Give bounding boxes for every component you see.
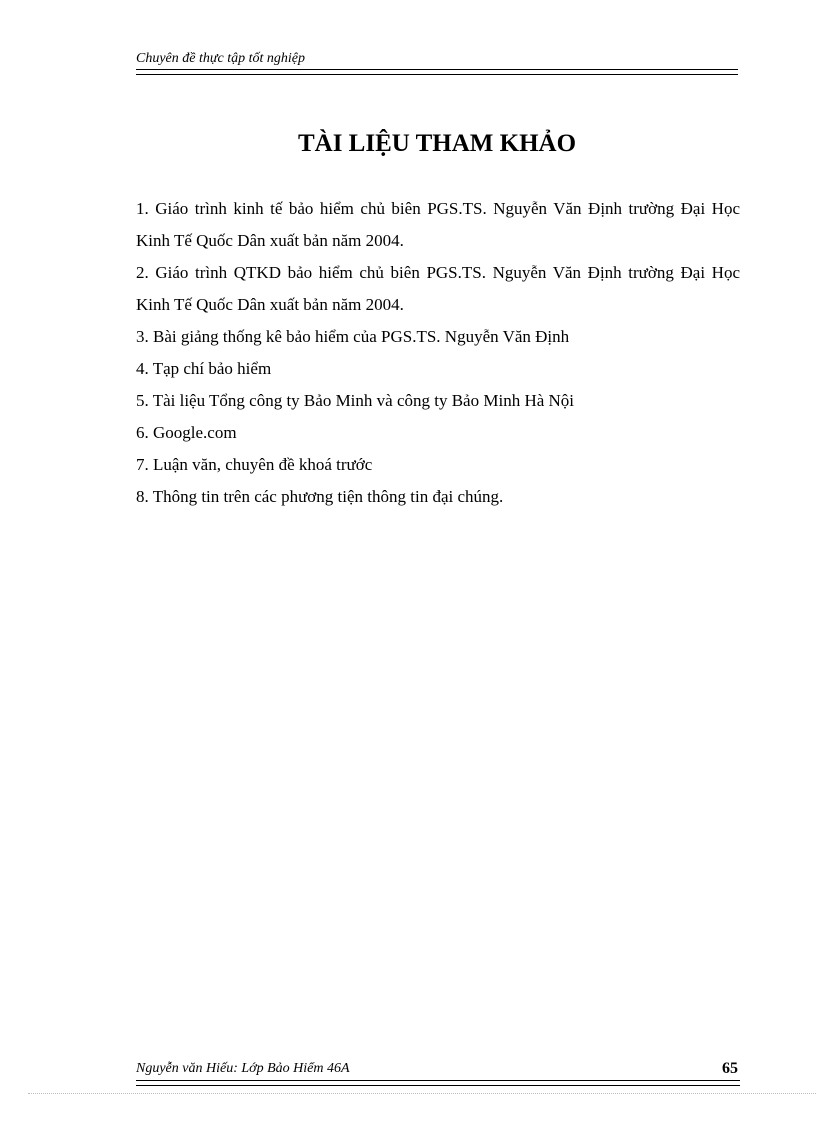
page-footer — [136, 1058, 740, 1086]
reference-item: 7. Luận văn, chuyên đề khoá trước — [136, 455, 373, 474]
header-text: Chuyên đề thực tập tốt nghiệp — [136, 51, 305, 66]
footer-rule — [136, 1080, 740, 1086]
reference-item: 4. Tạp chí bảo hiểm — [136, 359, 272, 378]
reference-item: 6. Google.com — [136, 423, 237, 442]
reference-item: 8. Thông tin trên các phương tiện thông tin đại chúng. — [136, 487, 504, 506]
footer-row — [136, 1058, 740, 1078]
reference-item: 2. Giáo trình QTKD bảo hiểm chủ biên PGS.TS. Nguyễn Văn Định trường Đại Học Kinh Tế Quốc Dân xuất bản năm 2004. — [136, 263, 740, 314]
page-title: TÀI LIỆU THAM KHẢO — [297, 130, 577, 157]
page-header — [136, 50, 738, 75]
page-number: 65 — [722, 1060, 738, 1077]
reference-item: 3. Bài giảng thống kê bảo hiểm của PGS.TS. Nguyễn Văn Định — [136, 327, 570, 346]
reference-item: 5. Tài liệu Tổng công ty Bảo Minh và công ty Bảo Minh Hà Nội — [136, 391, 575, 410]
reference-list — [136, 193, 740, 513]
header-rule — [136, 69, 738, 75]
reference-item: 1. Giáo trình kinh tế bảo hiểm chủ biên PGS.TS. Nguyễn Văn Định trường Đại Học Kinh Tế Quốc Dân xuất bản năm 2004. — [136, 199, 740, 250]
footer-author: Nguyễn văn Hiếu: Lớp Bảo Hiểm 46A — [136, 1061, 350, 1076]
page-bottom-border — [28, 1093, 816, 1094]
